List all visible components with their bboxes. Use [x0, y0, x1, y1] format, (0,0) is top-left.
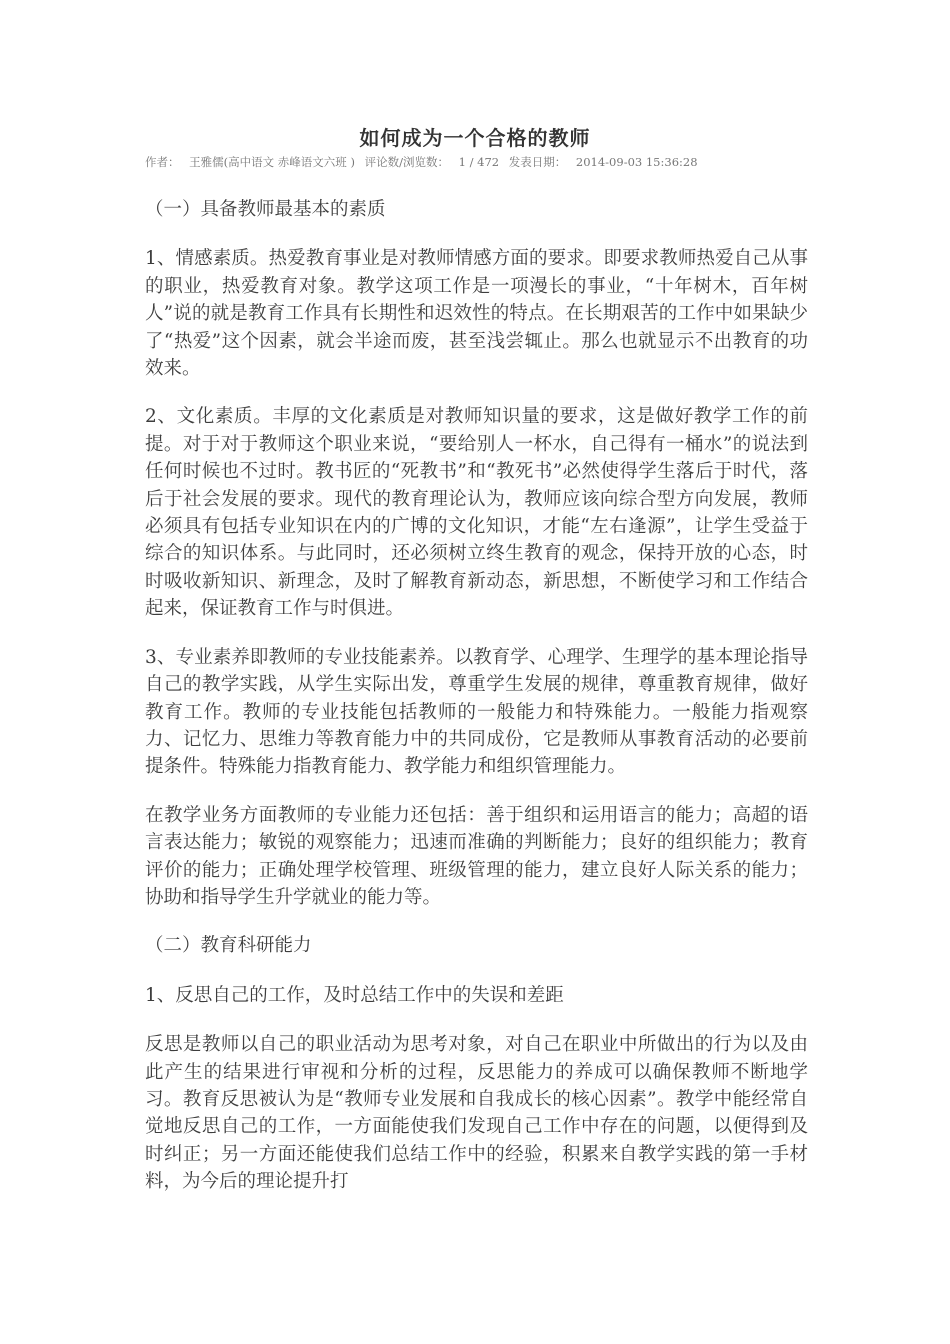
subsection-heading: 1、反思自己的工作，及时总结工作中的失误和差距: [145, 984, 564, 1006]
author-label: 作者：: [145, 155, 180, 169]
stats-value: 1 / 472: [458, 155, 500, 169]
paragraph: 2、文化素质。丰厚的文化素质是对教师知识量的要求，这是做好教学工作的前提。对于对于教师这个职业来说，“要给别人一杯水，自己得有一桶水”的说法到任何时候也不过时。教书匠的“死教书”和“教死书”必然使得学生落后于时代，落后于社会发展的要求。现代的教育理论认为，教师应该向综合型方向发展，教师必须具有包括专业知识在内的广博的文化知识，才能“左右逢源”，让学生受益于综合的知识体系。与此同时，还必须树立终生教育的观念，保持开放的心态，时时吸收新知识、新理念，及时了解教育新动态，新思想，不断使学习和工作结合起来，保证教育工作与时俱进。: [145, 406, 808, 620]
stats-label: 评论数/浏览数：: [364, 155, 449, 169]
paragraph: 3、专业素养即教师的专业技能素养。以教育学、心理学、生理学的基本理论指导自己的教学实践，从学生实际出发，尊重学生发展的规律，尊重教育规律，做好教育工作。教师的专业技能包括教师的一般能力和特殊能力。一般能力指观察力、记忆力、思维力等教育能力中的共同成份，它是教师从事教育活动的必要前提条件。特殊能力指教育能力、教学能力和组织管理能力。: [145, 646, 808, 778]
paragraph: 在教学业务方面教师的专业能力还包括：善于组织和运用语言的能力；高超的语言表达能力；敏锐的观察能力；迅速而准确的判断能力；良好的组织能力；教育评价的能力；正确处理学校管理、班级管理的能力，建立良好人际关系的能力；协助和指导学生升学就业的能力等。: [145, 804, 808, 908]
paragraph: 反思是教师以自己的职业活动为思考对象，对自己在职业中所做出的行为以及由此产生的结果进行审视和分析的过程，反思能力的养成可以确保教师不断地学习。教育反思被认为是“教师专业发展和自我成长的核心因素”。教学中能经常自觉地反思自己的工作，一方面能使我们发现自己工作中存在的问题，以便得到及时纠正；另一方面还能使我们总结工作中的经验，积累来自教学实践的第一手材料，为今后的理论提升打: [145, 1034, 808, 1193]
date-value: 2014-09-03 15:36:28: [575, 155, 698, 169]
author-name: 王雅儒(高中语文 赤峰语文六班 ): [189, 155, 355, 169]
article-body: [145, 196, 808, 1217]
section-heading: （二）教育科研能力: [145, 935, 312, 957]
page-title: 如何成为一个合格的教师: [359, 126, 591, 150]
section-heading: （一）具备教师最基本的素质: [145, 199, 386, 220]
article-meta: [145, 154, 845, 170]
paragraph: 1、情感素质。热爱教育事业是对教师情感方面的要求。即要求教师热爱自己从事的职业，热爱教育对象。教学这项工作是一项漫长的事业，“十年树木，百年树人”说的就是教育工作具有长期性和迟效性的特点。在长期艰苦的工作中如果缺少了“热爱”这个因素，就会半途而废，甚至浅尝辄止。那么也就显示不出教育的功效来。: [145, 248, 808, 380]
date-label: 发表日期：: [508, 155, 567, 169]
